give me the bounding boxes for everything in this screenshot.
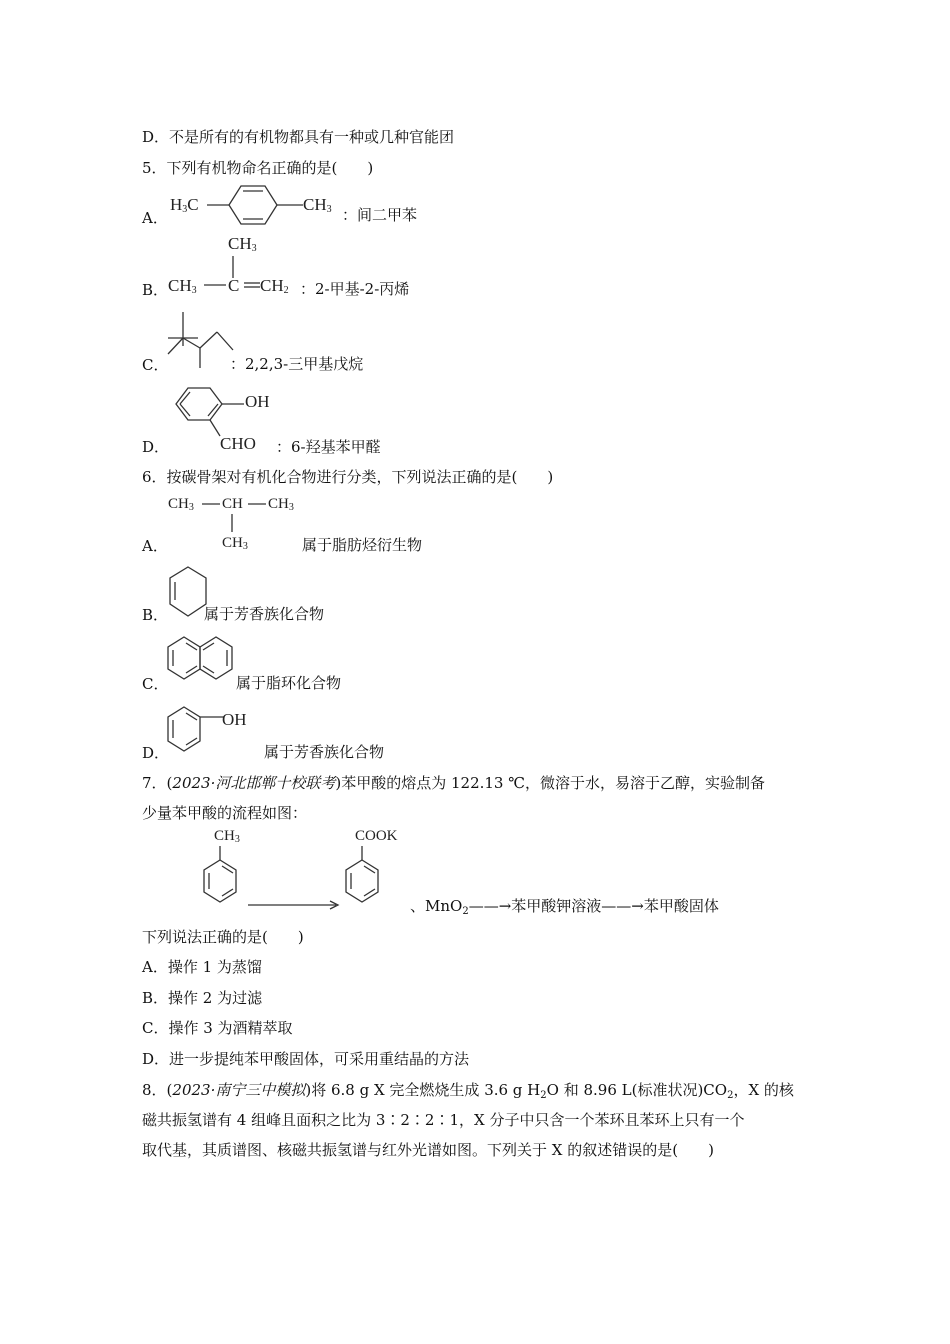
q6-b-text: 属于芳香族化合物 xyxy=(204,605,325,623)
q6-a-label: A． xyxy=(142,537,168,555)
q8-line2: 磁共振氢谱有 4 组峰且面积之比为 3∶2∶2∶1，X 分子中只含一个苯环且苯环上只有一个 xyxy=(142,1111,745,1129)
q6-stem: 6．按碳骨架对有机化合物进行分类，下列说法正确的是( ) xyxy=(142,468,554,486)
q6-b-label: B． xyxy=(142,606,169,624)
q7-potassium-benzoate-structure xyxy=(344,846,384,912)
q5-b-ch3: $CH_3$ xyxy=(168,276,197,296)
q7-option-a: A．操作 1 为蒸馏 xyxy=(142,958,262,976)
q5-a-benzene-structure xyxy=(207,182,305,228)
q5-b-ch2: $CH_2$ xyxy=(260,276,289,296)
q5-d-name: ：6-羟基苯甲醛 xyxy=(276,438,381,456)
q7-option-b: B．操作 2 为过滤 xyxy=(142,989,263,1007)
q6-a-ch3-left: $CH_3$ xyxy=(168,496,194,513)
q5-d-oh: OH xyxy=(245,392,270,411)
q6-a-ch3-bottom: $CH_3$ xyxy=(222,535,248,552)
q5-a-name: ：间二甲苯 xyxy=(342,206,418,224)
q4-option-d: D．不是所有的有机物都具有一种或几种官能团 xyxy=(142,128,455,146)
q6-a-text: 属于脂肪烃衍生物 xyxy=(302,536,423,554)
q5-b-c: C xyxy=(228,276,240,295)
q6-c-text: 属于脂环化合物 xyxy=(236,674,342,692)
q7-stem-line2: 少量苯甲酸的流程如图： xyxy=(142,804,308,822)
q7-cook: COOK xyxy=(355,828,398,844)
q5-d-cho: CHO xyxy=(220,434,256,453)
q6-d-label: D． xyxy=(142,744,170,762)
q8-line1: 8．(2023·南宁三中模拟)将 6.8 g X 完全燃烧生成 3.6 g $H_2O$ 和 8.96 L(标准状况)$CO_2$，X 的核 xyxy=(142,1081,794,1101)
q5-c-skeletal-structure xyxy=(165,310,235,372)
q6-d-oh: OH xyxy=(222,710,247,729)
q7-option-d: D．进一步提纯苯甲酸固体，可采用重结晶的方法 xyxy=(142,1050,470,1068)
q5-b-top-ch3: $CH_3$ xyxy=(228,234,257,254)
q5-d-label: D． xyxy=(142,438,170,456)
q5-b-name: ：2-甲基-2-丙烯 xyxy=(300,280,410,298)
q7-option-c: C．操作 3 为酒精萃取 xyxy=(142,1019,293,1037)
q7-ch3: $CH_3$ xyxy=(214,828,240,845)
q6-a-ch: CH xyxy=(222,496,243,512)
q5-c-name: ：2,2,3-三甲基戊烷 xyxy=(230,355,364,373)
q7-flow-rest: 、MnO$_2$——→苯甲酸钾溶液——→苯甲酸固体 xyxy=(410,897,719,917)
q7-toluene-structure xyxy=(202,846,242,912)
q5-b-label: B． xyxy=(142,281,169,299)
q6-a-ch3-right: $CH_3$ xyxy=(268,496,294,513)
q8-line3: 取代基，其质谱图、核磁共振氢谱与红外光谱如图。下列关于 X 的叙述错误的是( ) xyxy=(142,1141,714,1159)
q7-ask: 下列说法正确的是( ) xyxy=(142,928,304,946)
q6-c-naphthalene-structure xyxy=(166,633,238,689)
q5-stem: 5．下列有机物命名正确的是( ) xyxy=(142,159,374,177)
q5-d-benzene-ring xyxy=(168,384,248,440)
q5-c-label: C． xyxy=(142,356,169,374)
q5-a-label: A． xyxy=(142,209,168,227)
q6-d-text: 属于芳香族化合物 xyxy=(264,743,385,761)
q6-c-label: C． xyxy=(142,675,169,693)
q5-a-right-group: $CH_3$ xyxy=(303,195,332,215)
q5-a-left-group: $H_3C$ xyxy=(170,195,199,215)
q7-stem: 7．(2023·河北邯郸十校联考)苯甲酸的熔点为 122.13 ℃，微溶于水，易溶于乙醇，实验制备 xyxy=(142,774,766,792)
q7-arrow-operation-1 xyxy=(246,898,346,912)
